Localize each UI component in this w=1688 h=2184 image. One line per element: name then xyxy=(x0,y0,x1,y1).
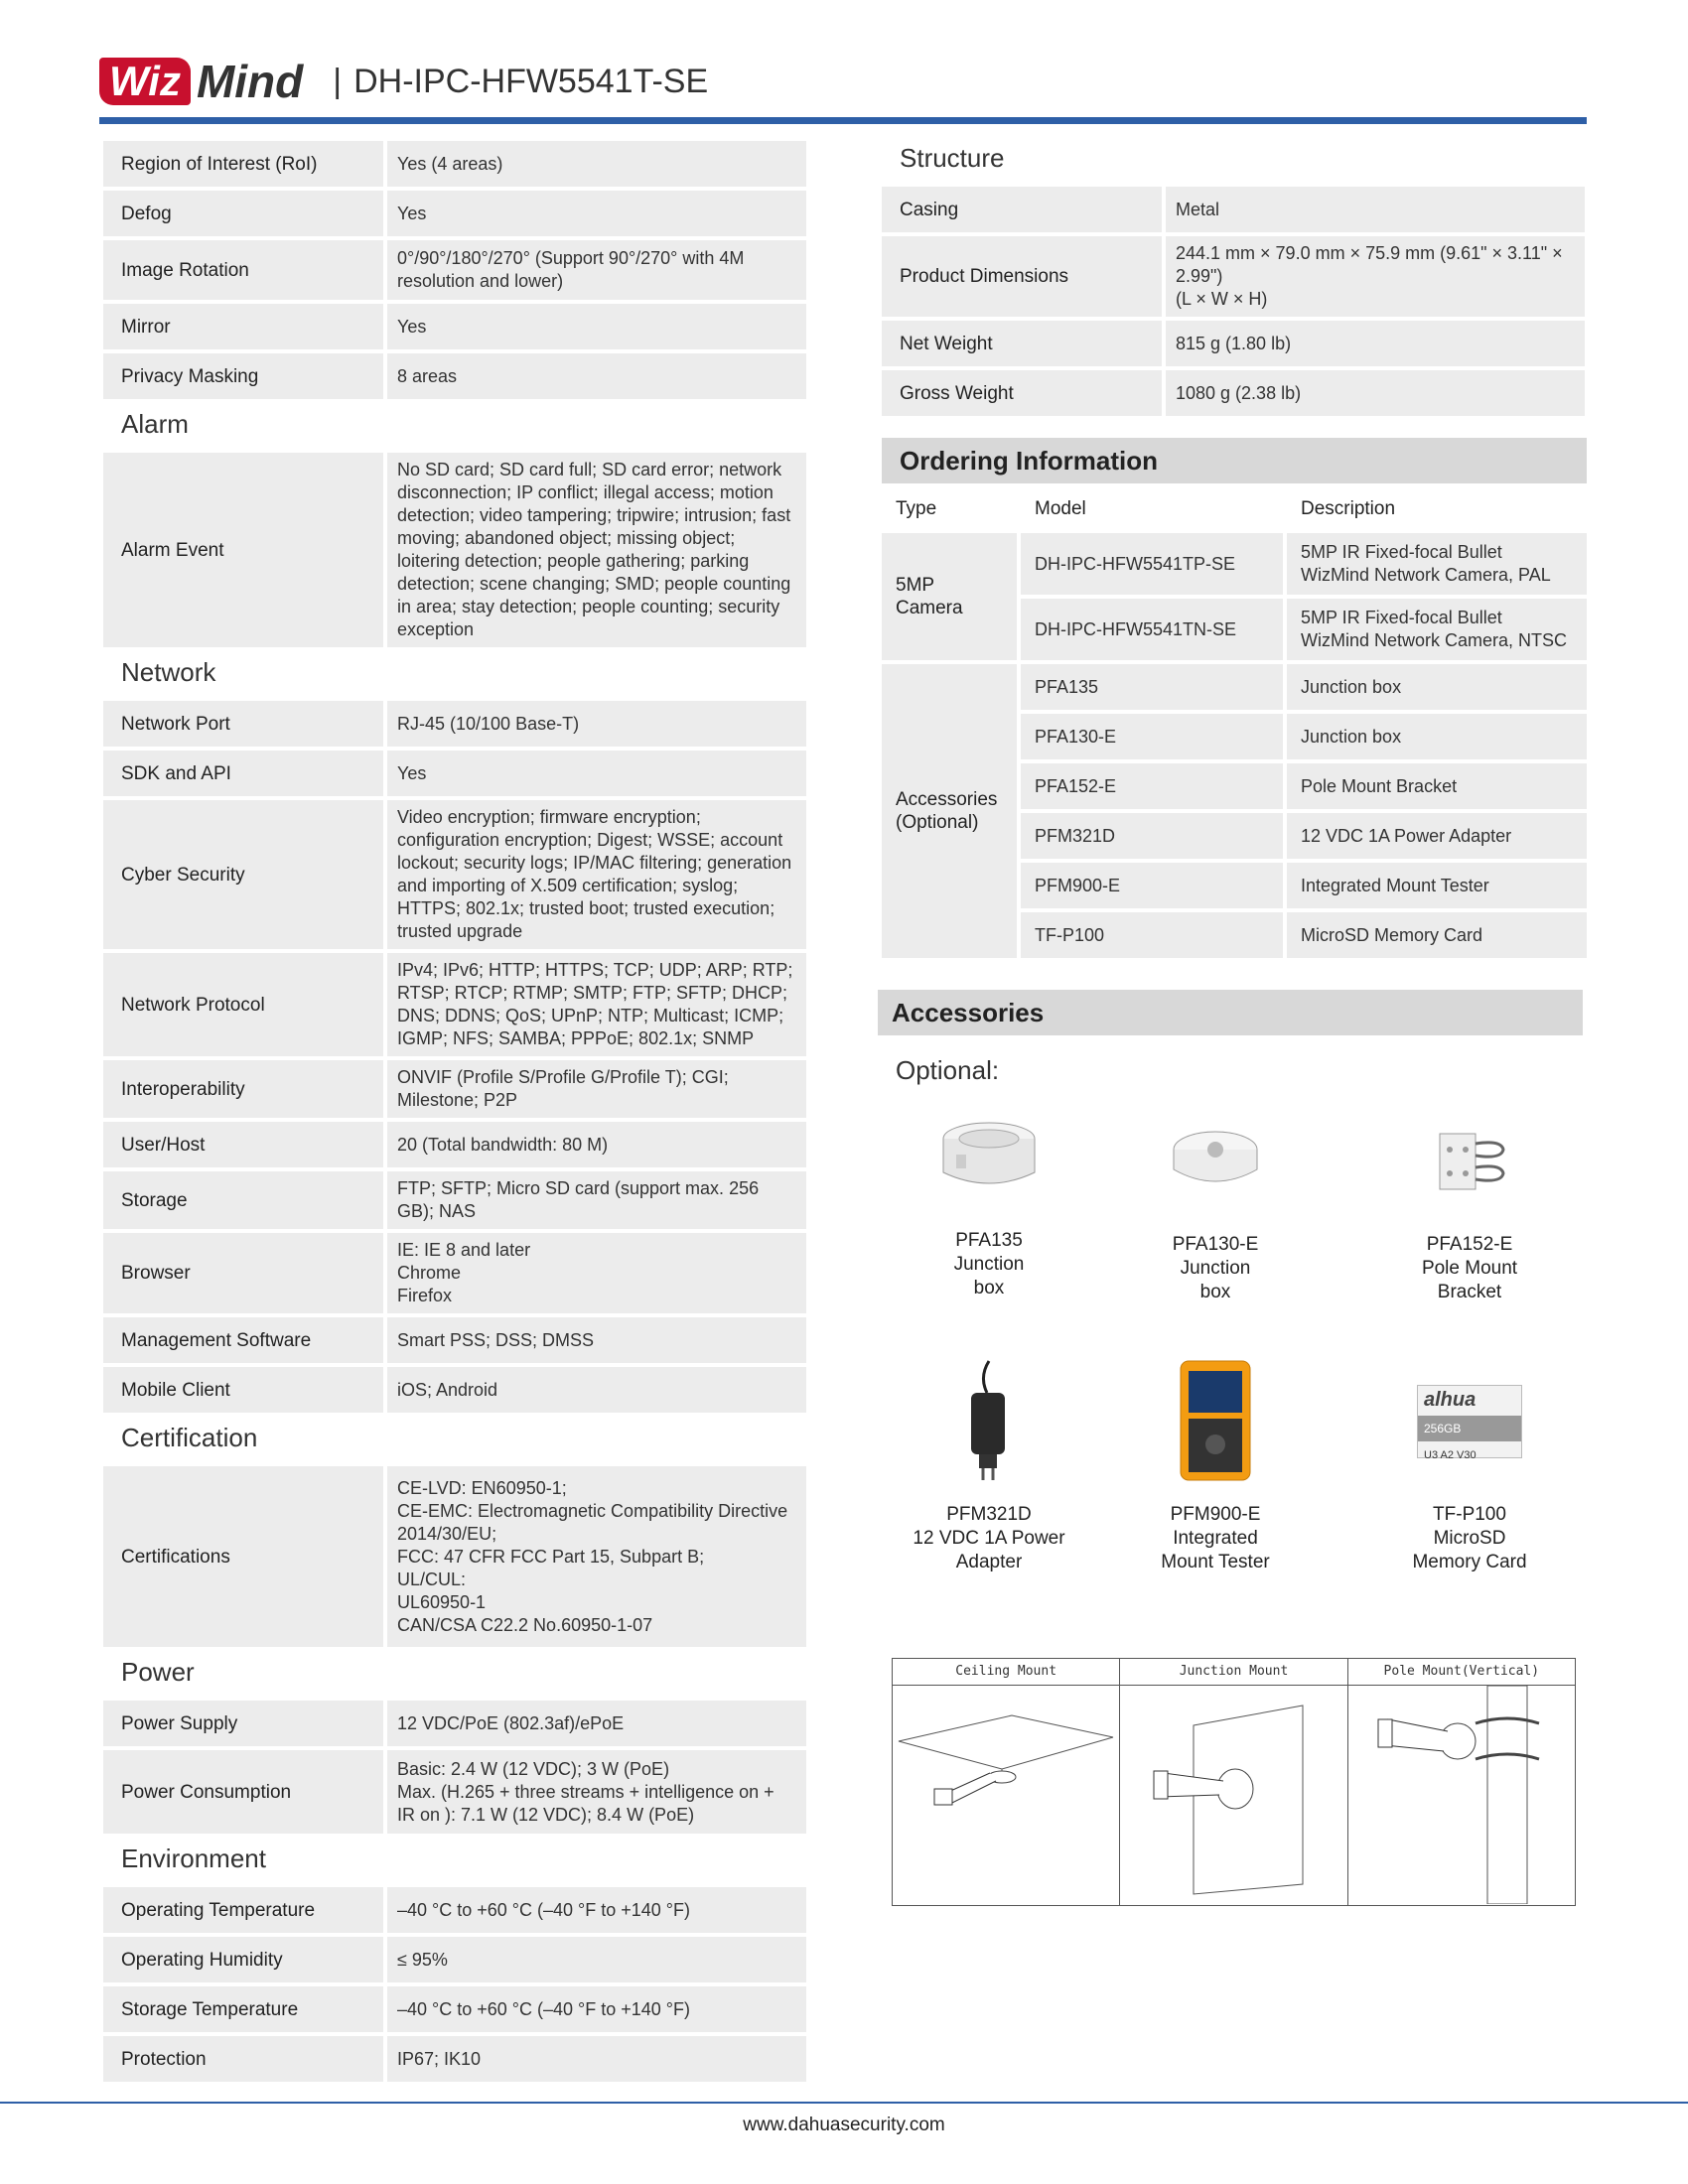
spec-label: Operating Humidity xyxy=(103,1937,383,1982)
accessory-pfm321d xyxy=(900,1354,1078,1574)
spec-row xyxy=(882,370,1585,416)
spec-table-power xyxy=(99,1697,810,1838)
spec-row xyxy=(882,236,1585,317)
spec-label: SDK and API xyxy=(103,751,383,796)
ordering-description: 5MP IR Fixed-focal Bullet WizMind Network Camera, NTSC xyxy=(1287,599,1587,660)
spec-label: Network Port xyxy=(103,701,383,747)
spec-row xyxy=(103,1122,806,1167)
spec-value: IP67; IK10 xyxy=(387,2036,806,2082)
accessory-code: PFA130-E xyxy=(1172,1234,1259,1255)
ordering-column-header: Model xyxy=(1021,487,1283,529)
ordering-description: 5MP IR Fixed-focal Bullet WizMind Network Camera, PAL xyxy=(1287,533,1587,595)
spec-label: Management Software xyxy=(103,1317,383,1363)
ordering-model: PFA130-E xyxy=(1021,714,1283,759)
model-number: DH-IPC-HFW5541T-SE xyxy=(353,62,709,100)
spec-label: Storage Temperature xyxy=(103,1986,383,2032)
spec-value: Smart PSS; DSS; DMSS xyxy=(387,1317,806,1363)
spec-label: Defog xyxy=(103,191,383,236)
spec-value: 815 g (1.80 lb) xyxy=(1166,321,1585,366)
logo-mind: Mind xyxy=(196,56,304,107)
spec-row xyxy=(103,1986,806,2032)
spec-row xyxy=(103,1367,806,1413)
ordering-header-row xyxy=(882,487,1587,529)
spec-label: Storage xyxy=(103,1171,383,1229)
spec-label: Gross Weight xyxy=(882,370,1162,416)
ordering-column-header: Description xyxy=(1287,487,1587,529)
spec-row xyxy=(103,1171,806,1229)
ordering-description: MicroSD Memory Card xyxy=(1287,912,1587,958)
spec-value: RJ-45 (10/100 Base-T) xyxy=(387,701,806,747)
spec-value: Metal xyxy=(1166,187,1585,232)
spec-label: User/Host xyxy=(103,1122,383,1167)
spec-label: Image Rotation xyxy=(103,240,383,300)
spec-value: Video encryption; firmware encryption; configuration encryption; Digest; WSSE; account lockout; security logs; IP/MAC filtering; generation and importing of X.509 certification; syslog; HTTPS; 802.1x; trusted boot; trusted execution; trusted upgrade xyxy=(387,800,806,949)
ordering-row xyxy=(882,533,1587,595)
accessory-code: PFM321D xyxy=(946,1504,1032,1525)
spec-row xyxy=(103,304,806,349)
spec-row xyxy=(882,187,1585,232)
section-title-environment: Environment xyxy=(121,1843,266,1873)
spec-row xyxy=(103,1466,806,1647)
footer-rule xyxy=(0,2102,1688,2104)
ordering-description: Integrated Mount Tester xyxy=(1287,863,1587,908)
mount-label: Ceiling Mount xyxy=(893,1659,1119,1686)
spec-value: ≤ 95% xyxy=(387,1937,806,1982)
spec-row xyxy=(103,353,806,399)
junction-mount-panel xyxy=(1120,1659,1347,1905)
spec-row xyxy=(103,1887,806,1933)
spec-value: Yes (4 areas) xyxy=(387,141,806,187)
ordering-description: Junction box xyxy=(1287,714,1587,759)
spec-row xyxy=(103,1937,806,1982)
spec-label: Mobile Client xyxy=(103,1367,383,1413)
mount-label: Pole Mount(Vertical) xyxy=(1348,1659,1575,1686)
spec-value: 244.1 mm × 79.0 mm × 75.9 mm (9.61" × 3.11" × 2.99") (L × W × H) xyxy=(1166,236,1585,317)
junction-box-image xyxy=(900,1096,1078,1215)
wizmind-logo xyxy=(99,55,303,108)
ordering-information-header: Ordering Information xyxy=(882,438,1587,483)
page-title xyxy=(333,63,708,101)
spec-label: Certifications xyxy=(103,1466,383,1647)
spec-row xyxy=(103,800,806,949)
spec-label: Browser xyxy=(103,1233,383,1313)
accessory-name: Junction box xyxy=(1180,1258,1251,1302)
spec-table-network xyxy=(99,697,810,1417)
ordering-description: Junction box xyxy=(1287,664,1587,710)
power-adapter-image xyxy=(900,1354,1078,1489)
mount-label: Junction Mount xyxy=(1120,1659,1346,1686)
section-title-network: Network xyxy=(121,657,216,687)
card-brand: alhua xyxy=(1424,1389,1477,1411)
mount-tester-image xyxy=(1126,1354,1305,1489)
spec-label: Region of Interest (RoI) xyxy=(103,141,383,187)
spec-table-alarm xyxy=(99,449,810,651)
microsd-card xyxy=(1417,1385,1522,1461)
title-separator: | xyxy=(333,62,343,100)
spec-value: iOS; Android xyxy=(387,1367,806,1413)
accessories-header: Accessories xyxy=(878,990,1583,1035)
accessory-gallery xyxy=(882,1086,1593,1682)
spec-label: Mirror xyxy=(103,304,383,349)
microsd-card-image xyxy=(1380,1354,1559,1489)
spec-value: 8 areas xyxy=(387,353,806,399)
footer-url: www.dahuasecurity.com xyxy=(743,2115,945,2135)
spec-table-structure xyxy=(878,183,1589,420)
spec-label: Operating Temperature xyxy=(103,1887,383,1933)
right-spec-column xyxy=(882,137,1593,1682)
ceiling-mount-panel xyxy=(893,1659,1120,1905)
spec-label: Interoperability xyxy=(103,1060,383,1118)
ordering-model: DH-IPC-HFW5541TP-SE xyxy=(1021,533,1283,595)
spec-value: 1080 g (2.38 lb) xyxy=(1166,370,1585,416)
spec-label: Cyber Security xyxy=(103,800,383,949)
junction-mount-diagram xyxy=(1120,1686,1346,1909)
ordering-description: Pole Mount Bracket xyxy=(1287,763,1587,809)
spec-value: FTP; SFTP; Micro SD card (support max. 256 GB); NAS xyxy=(387,1171,806,1229)
spec-row xyxy=(103,751,806,796)
spec-label: Net Weight xyxy=(882,321,1162,366)
spec-value: CE-LVD: EN60950-1; CE-EMC: Electromagnetic Compatibility Directive 2014/30/EU; FCC: 47 CFR FCC Part 15, Subpart B; UL/CUL: UL60950-1 CAN/CSA C22.2 No.60950-1-07 xyxy=(387,1466,806,1647)
spec-row xyxy=(882,321,1585,366)
accessory-pfa130-e xyxy=(1126,1100,1305,1304)
spec-row xyxy=(103,1233,806,1313)
ceiling-mount-diagram xyxy=(893,1686,1119,1909)
section-title-certification: Certification xyxy=(121,1423,258,1452)
accessory-tf-p100 xyxy=(1380,1354,1559,1574)
spec-value: –40 °C to +60 °C (–40 °F to +140 °F) xyxy=(387,1887,806,1933)
spec-label: Privacy Masking xyxy=(103,353,383,399)
section-title-alarm: Alarm xyxy=(121,409,189,439)
accessory-pfm900-e xyxy=(1126,1354,1305,1574)
junction-box-image xyxy=(1126,1100,1305,1219)
spec-label: Casing xyxy=(882,187,1162,232)
spec-label: Network Protocol xyxy=(103,953,383,1056)
card-capacity: 256GB xyxy=(1418,1416,1521,1441)
spec-row xyxy=(103,953,806,1056)
card-marks: U3 A2 V30 xyxy=(1424,1449,1477,1461)
spec-label: Power Consumption xyxy=(103,1750,383,1834)
ordering-column-header: Type xyxy=(882,487,1017,529)
spec-value: ONVIF (Profile S/Profile G/Profile T); CGI; Milestone; P2P xyxy=(387,1060,806,1118)
accessory-pfa135 xyxy=(900,1096,1078,1300)
pole-mount-diagram xyxy=(1348,1686,1575,1909)
header-rule xyxy=(99,117,1587,124)
accessory-code: TF-P100 xyxy=(1433,1504,1506,1525)
spec-table-environment xyxy=(99,1883,810,2086)
ordering-model: DH-IPC-HFW5541TN-SE xyxy=(1021,599,1283,660)
spec-row xyxy=(103,1701,806,1746)
spec-row xyxy=(103,453,806,647)
spec-value: 20 (Total bandwidth: 80 M) xyxy=(387,1122,806,1167)
accessory-name: MicroSD Memory Card xyxy=(1412,1528,1527,1572)
section-title-power: Power xyxy=(121,1657,195,1687)
pole-mount-panel xyxy=(1348,1659,1575,1905)
spec-row xyxy=(103,191,806,236)
spec-row xyxy=(103,2036,806,2082)
section-title-structure: Structure xyxy=(900,143,1005,173)
ordering-type-cell: 5MP Camera xyxy=(882,533,1017,660)
spec-value: Yes xyxy=(387,191,806,236)
ordering-model: PFA152-E xyxy=(1021,763,1283,809)
spec-value: IE: IE 8 and later Chrome Firefox xyxy=(387,1233,806,1313)
logo-wiz: Wiz xyxy=(99,58,191,105)
spec-row xyxy=(103,1317,806,1363)
ordering-model: PFM900-E xyxy=(1021,863,1283,908)
spec-value: IPv4; IPv6; HTTP; HTTPS; TCP; UDP; ARP; RTP; RTSP; RTCP; RTMP; SMTP; FTP; SFTP; DHCP; DNS; DDNS; QoS; UPnP; NTP; Multicast; ICMP; IGMP; NFS; SAMBA; PPPoE; 802.1x; SNMP xyxy=(387,953,806,1056)
spec-value: –40 °C to +60 °C (–40 °F to +140 °F) xyxy=(387,1986,806,2032)
optional-label: Optional: xyxy=(896,1055,1000,1085)
ordering-table xyxy=(878,483,1591,962)
ordering-row xyxy=(882,664,1587,710)
left-spec-column xyxy=(103,137,814,2086)
spec-row xyxy=(103,1060,806,1118)
page-header xyxy=(99,52,708,111)
spec-row xyxy=(103,701,806,747)
spec-table-certification xyxy=(99,1462,810,1651)
spec-label: Protection xyxy=(103,2036,383,2082)
spec-label: Power Supply xyxy=(103,1701,383,1746)
spec-value: Yes xyxy=(387,751,806,796)
ordering-model: PFA135 xyxy=(1021,664,1283,710)
spec-row xyxy=(103,1750,806,1834)
ordering-type-cell: Accessories (Optional) xyxy=(882,664,1017,958)
accessory-name: Junction box xyxy=(953,1254,1025,1298)
spec-row xyxy=(103,141,806,187)
ordering-description: 12 VDC 1A Power Adapter xyxy=(1287,813,1587,859)
spec-value: Yes xyxy=(387,304,806,349)
spec-value: No SD card; SD card full; SD card error; network disconnection; IP conflict; illegal access; motion detection; video tampering; tripwire; intrusion; fast moving; abandoned object; missing object; loitering detection; people gathering; parking detection; scene changing; SMD; people counting in area; stay detection; people counting; security exception xyxy=(387,453,806,647)
spec-table-video xyxy=(99,137,810,403)
mount-diagram-table xyxy=(892,1658,1576,1906)
accessory-code: PFA135 xyxy=(955,1230,1023,1251)
spec-label: Product Dimensions xyxy=(882,236,1162,317)
pole-mount-bracket-image xyxy=(1380,1100,1559,1219)
spec-value: 0°/90°/180°/270° (Support 90°/270° with 4M resolution and lower) xyxy=(387,240,806,300)
spec-label: Alarm Event xyxy=(103,453,383,647)
accessory-name: Integrated Mount Tester xyxy=(1161,1528,1270,1572)
spec-value: Basic: 2.4 W (12 VDC); 3 W (PoE) Max. (H.265 + three streams + intelligence on + IR on ): 7.1 W (12 VDC); 8.4 W (PoE) xyxy=(387,1750,806,1834)
spec-value: 12 VDC/PoE (802.3af)/ePoE xyxy=(387,1701,806,1746)
ordering-model: PFM321D xyxy=(1021,813,1283,859)
accessory-pfa152-e xyxy=(1380,1100,1559,1304)
accessory-code: PFM900-E xyxy=(1170,1504,1261,1525)
accessory-name: Pole Mount Bracket xyxy=(1421,1258,1518,1302)
ordering-model: TF-P100 xyxy=(1021,912,1283,958)
accessory-name: 12 VDC 1A Power Adapter xyxy=(913,1528,1065,1572)
spec-row xyxy=(103,240,806,300)
accessory-code: PFA152-E xyxy=(1426,1234,1513,1255)
